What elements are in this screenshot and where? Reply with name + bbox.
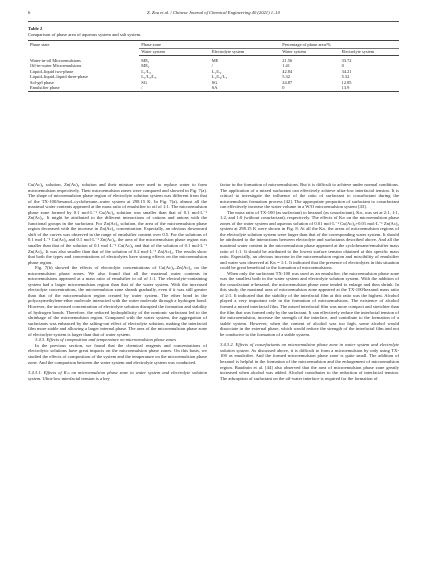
paper-page xyxy=(28,10,399,381)
subsection-paragraph xyxy=(28,370,207,381)
paragraph-text: Ultra-low interfacial tension is a key xyxy=(41,375,110,381)
cell-pct-water: 5.32 xyxy=(282,74,290,80)
paragraph: When only the surfactant TX-100 was used as an emulsifier, the microemulsion phase zone was the smallest both in the water system and electrolyte solution system. With the addition of the cosurfactant n-hexanol, the microemulsion phase zone tended to enlarge and then shrink. In this study, the maximal area of microemulsion zone appeared at the TX-100/hexanol mass ratio of 2:1. It indicated that the stability of the interfacial film at this ratio was the highest. Alcohol played a very important role in the formation of microemulsions. The existence of alcohol formed a mixed interfacial film. The mixed interfacial film was more compact and stretchier than the film that was formed only by the surfactant. It can effectively reduce the interfacial tension of the microemulsion, increase the strength of the interface, and contribute to the formation of a stable system. However, when the content of alcohol was too high, some alcohol would dissociate in the external phase, which would reduce the strength of the interfacial film and not be conducive to the formation of a stable system. xyxy=(220,270,399,337)
paragraph: Cu(Ac)₂ solution, Zn(Ac)₂ solution and their mixture were used to replace water to form microemulsion respectively. Their microemulsion zones were compared and showed in Fig. 7(a). The shape of microemulsion phase region of electrolyte solution system was different from that of the TX-100/hexanol–cyclohexane–water system at 298.15 K. In Fig. 7(a), almost all the maximal water contents appeared at the mass ratio of emulsifier to oil of 1:1. The microemulsion phase zone formed by 0.1 mol·L⁻¹ Cu(Ac)₂ solution was smaller than that of 0.1 mol·L⁻¹ Zn(Ac)₂. It might be attributed to the different interactions of cations and anions with the functional groups in the surfactant. For Zn(Ac)₂ solution, the area of the microemulsion phase region decreased with the increase in Zn(Ac)₂ concentration. Especially, an obvious downward shift of the curves was observed in the range of emulsifier content over 0.5. For the solutions of 0.1 mol·L⁻¹ Cu(Ac)₂ and 0.1 mol·L⁻¹ Zn(Ac)₂, the area of the microemulsion phase region was smaller than that of the solution of 0.1 mol·L⁻¹ Cu(Ac)₂ and that of the solution of 0.1 mol·L⁻¹ Zn(Ac)₂. It was also smaller than that of the solution of 0.2 mol·L⁻¹ Zn(Ac)₂. The results show that both the types and concentrations of electrolytes have strong effects on the microemulsion phase region. xyxy=(28,182,207,265)
cell-phase-state: Liquid–liquid–liquid three-phase xyxy=(30,74,88,80)
paragraph: factor in the formation of microemulsions. But it is difficult to achieve under normal conditions. The application of a mixed surfactant can effectively achieve ultra-low interfacial tension. It is critical to investigate the influence of the ratio of surfactant to cosurfactant during the microemulsion formation process [42]. The appropriate proportion of surfactant to cosurfactant can effectively increase the water volume in a W/O microemulsion system [43]. xyxy=(220,182,399,210)
header-zone-water: Water system xyxy=(139,48,209,55)
right-column xyxy=(220,182,399,381)
cell-phase-state: Oil-in-water Microemulsions xyxy=(30,63,82,69)
cell-pct-electrolyte: 5.32 xyxy=(341,74,350,80)
cell-zone-water: L₁/L₂ xyxy=(141,68,151,74)
cell-pct-electrolyte: 34.21 xyxy=(341,68,352,74)
header-phase-state: Phase state xyxy=(28,41,139,56)
journal-citation: Z. Zou et al. / Chinese Journal of Chemical Engineering 40 (2021) 1–10 xyxy=(147,10,280,15)
cell-zone-electrolyte: SA xyxy=(210,85,280,92)
paragraph: Fig. 7(b) showed the effects of electrolyte concentrations of Cu(Ac)₂–Zn(Ac)₂ on the microemulsion phase zones. We also found that all the maximal water contents in microemulsions appeared at a mass ratio of emulsifier to oil of 1:1. The electrolyte-containing system had a larger microemulsion region than that of the water system. With the increased electrolyte concentrations, the microemulsion zone shrank gradually, even if it was still greater than that of the microemulsion region created by water system. The ether bond in the polyoxymethylene-ether molecule interacted with the water molecule through a hydrogen bond. However, the increased concentration of electrolyte solution disrupted the formation and stability of hydrogen bonds. Therefore, the reduced hydrophilicity of the nonionic surfactant led to the shrinkage of the microemulsion region. Compared with the water system, the aggregation of surfactants was enhanced by the salting-out effect of electrolyte solution, making the interfacial film more stable and allowing a larger internal phase. The area of the microemulsion phase zone of electrolyte system is larger than that of water system. xyxy=(28,265,207,337)
table-row xyxy=(28,85,399,92)
running-header xyxy=(28,10,399,20)
table-row xyxy=(28,56,399,64)
paragraph-text: As discussed above, it is difficult to form a microemulsion by only using TX-100 as emulsifier. And the formed microemulsion phase zone is quite small. The addition of hexanol is helpful in the formation of the microemulsion and the enlargement of microemulsion region. Baudrain et al. [44] also observed that the area of microemulsion phase zone greatly increased when alcohol was added. Alcohol contributes to the reduction of interfacial tension. The adsorption of surfactant on the oil-water interface is required for the formation of xyxy=(220,347,399,381)
page-number: 6 xyxy=(28,10,31,15)
header-pct-water: Water system xyxy=(280,48,339,55)
subsection-heading: 3.4.3.2. Effects of cosurfactants on microemulsion phase zone in water system and electrolyte solution system. xyxy=(220,342,399,353)
header-phase-zone: Phase zone xyxy=(139,41,280,48)
cell-zone-water: ME₂ xyxy=(141,63,150,69)
cell-phase-state: Liquid–liquid two-phase xyxy=(30,68,74,74)
cell-pct-electrolyte: 13.9 xyxy=(340,85,399,92)
cell-zone-water: ME₁ xyxy=(141,58,150,63)
cell-phase-state: Water-in-oil Microemulsions xyxy=(30,57,81,63)
cell-zone-electrolyte: SG xyxy=(211,79,218,85)
phase-area-table xyxy=(28,40,399,92)
cell-pct-electrolyte: 33.72 xyxy=(341,58,352,63)
cell-zone-electrolyte: L₁/L₂/L₃ xyxy=(211,74,227,80)
cell-zone-water: / xyxy=(139,85,209,92)
subsection-paragraph xyxy=(220,342,399,381)
body-columns xyxy=(28,182,399,381)
table-label: Table 2 xyxy=(28,26,43,31)
header-pct-electrolyte: Electrolyte system xyxy=(340,48,399,55)
cell-zone-electrolyte: L₁/L₂ xyxy=(211,68,222,74)
cell-pct-electrolyte: 0 xyxy=(341,63,344,69)
paragraph: The mass ratio of TX-100 (as surfactant) to hexanol (as cosurfactant), Kₘ, was set at 2:1, 1:1, 1:2, and 1:0 (without cosurfactant), respectively. The effects of Kₘ on the microemulsion phase zones of the water system and aqueous solution of 0.01 mol·L⁻¹ Cu(Ac)₂+0.01 mol·L⁻¹ Zn(Ac)₂ system at 298.15 K were shown in Fig. 8. At all the Kₘ, the areas of microemulsion regions of the electrolyte solution system were larger than that of the corresponding water system. It should be attributed to the interactions between electrolyte and surfactants described above. And all the maximal water content in the microemulsion phase appeared at the cyclohexane/emulsifier mass ratio of 1:1. It should be attributed to the lowest surface tension obtained at this specific mass ratio. Especially, an obvious increase in the microemulsion region and miscibility of emulsifier and water was observed at Kₘ = 1:1. It indicated that the presence of electrolytes in this situation could be great beneficial to the formation of microemulsions. xyxy=(220,209,399,271)
cell-pct-water: 1.41 xyxy=(282,63,290,69)
section-heading: 3.4.3. Effects of composition and temperature on microemulsion phase zones xyxy=(35,337,177,343)
cell-phase-state: Emulsifier phase xyxy=(28,85,139,92)
header-percentage: Percentage of phase area/% xyxy=(280,41,399,48)
header-rule xyxy=(28,21,399,22)
cell-pct-water: 24.87 xyxy=(282,79,293,85)
cell-pct-water: 0 xyxy=(280,85,339,92)
table-caption xyxy=(28,26,399,37)
left-column xyxy=(28,182,207,381)
cell-pct-water: 42.84 xyxy=(282,68,293,74)
cell-zone-water: SG xyxy=(141,79,147,85)
subsection-heading: 3.4.3.1. Effects of Kₘ on microemulsion phase zone in water system and electrolyte solution system. xyxy=(28,370,207,381)
cell-pct-electrolyte: 12.85 xyxy=(341,79,352,85)
table-caption-text: Comparison of phase area of aqueous system and salt system. xyxy=(28,31,142,37)
cell-zone-electrolyte: / xyxy=(211,63,214,69)
paragraph: In the previous section, we found that the chemical reagents and concentrations of electrolytic solutions have great impacts on the microemulsion phase zones. On this basis, we studied the effects of composition of the system and the temperature on the microemulsion phase zone. And the comparison between the water system and electrolyte system was conducted. xyxy=(28,342,207,365)
cell-pct-water: 21.56 xyxy=(282,58,293,63)
cell-zone-electrolyte: ME xyxy=(211,58,219,63)
table-row xyxy=(28,74,399,79)
cell-zone-water: L₁/L₂/L₃ xyxy=(141,74,157,80)
cell-phase-state: Sol-gel phase xyxy=(30,79,54,85)
header-zone-electrolyte: Electrolyte system xyxy=(210,48,280,55)
